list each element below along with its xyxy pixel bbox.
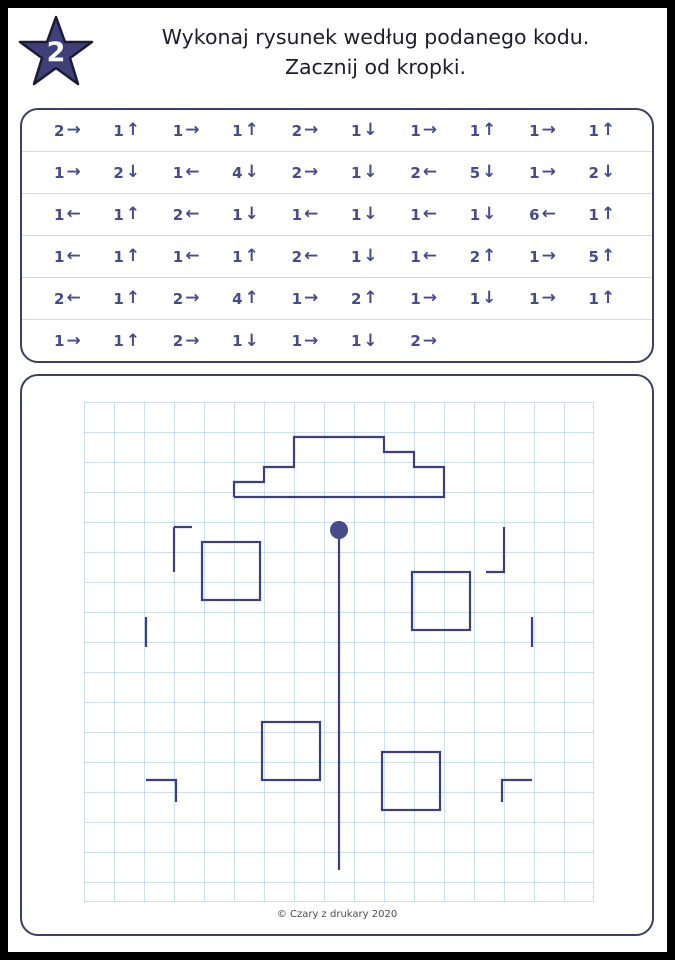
title-line-1: Wykonaj rysunek według podanego kodu. <box>161 25 590 49</box>
arrow-right-icon: → <box>541 120 556 140</box>
arrow-right-icon: → <box>422 330 438 351</box>
code-cell-number: 1 <box>113 247 124 266</box>
task-number-label: 2 <box>46 36 66 68</box>
code-cell <box>278 122 337 140</box>
arrow-right-icon: → <box>185 288 200 308</box>
arrow-down-icon: ↓ <box>363 204 378 224</box>
arrow-left-icon: ← <box>66 288 81 308</box>
code-cell <box>159 164 218 182</box>
code-cell-number: 4 <box>232 289 243 308</box>
task-number-badge <box>16 14 96 94</box>
worksheet-header <box>8 8 667 100</box>
code-cell-number: 6 <box>529 205 540 224</box>
title-line-2: Zacznij od kropki. <box>284 55 467 79</box>
code-cell-number: 1 <box>529 289 540 308</box>
code-cell <box>218 332 277 350</box>
code-cell <box>159 332 218 350</box>
code-cell-number: 1 <box>410 289 421 308</box>
code-cell <box>396 122 455 140</box>
code-cell-number: 1 <box>113 332 124 350</box>
code-cell <box>337 332 396 350</box>
code-cell <box>218 122 277 140</box>
arrow-up-icon: ↑ <box>125 204 141 224</box>
arrow-down-icon: ↓ <box>244 162 259 182</box>
code-cell <box>337 248 396 266</box>
code-cell-number: 1 <box>54 332 65 350</box>
arrow-down-icon: ↓ <box>363 120 378 140</box>
arrow-left-icon: ← <box>422 162 438 182</box>
code-cell-number: 1 <box>588 289 599 308</box>
code-cell-number: 5 <box>588 247 599 266</box>
code-cell <box>337 206 396 224</box>
arrow-up-icon: ↑ <box>244 120 259 140</box>
code-cell <box>99 290 158 308</box>
code-cell-number: 2 <box>588 163 599 182</box>
code-cell-number: 2 <box>410 163 421 182</box>
code-cell-number: 2 <box>172 289 184 308</box>
code-cell <box>396 206 455 224</box>
code-cell <box>278 248 337 266</box>
code-cell-number: 1 <box>54 247 65 266</box>
code-cell-number: 4 <box>232 163 243 182</box>
arrow-down-icon: ↓ <box>363 330 378 351</box>
arrow-down-icon: ↓ <box>482 162 497 182</box>
arrow-right-icon: → <box>304 330 319 351</box>
arrow-up-icon: ↑ <box>244 246 259 266</box>
arrow-up-icon: ↑ <box>363 288 378 308</box>
arrow-right-icon: → <box>541 246 556 266</box>
code-cell-number: 1 <box>172 247 184 266</box>
arrow-left-icon: ← <box>185 246 200 266</box>
arrow-down-icon: ↓ <box>482 204 497 224</box>
arrow-down-icon: ↓ <box>600 162 616 182</box>
code-cell-number: 2 <box>291 121 302 140</box>
arrow-right-icon: → <box>66 162 81 182</box>
code-cell-number: 1 <box>232 332 243 350</box>
arrow-up-icon: ↑ <box>125 120 141 140</box>
start-dot <box>330 521 348 539</box>
arrow-left-icon: ← <box>422 246 438 266</box>
code-cell <box>337 164 396 182</box>
code-cell-number: 1 <box>232 205 243 224</box>
code-cell <box>575 122 634 140</box>
code-cell <box>337 290 396 308</box>
arrow-left-icon: ← <box>66 204 81 224</box>
arrow-left-icon: ← <box>422 204 438 224</box>
code-cell <box>218 290 277 308</box>
code-cell-number: 1 <box>291 205 302 224</box>
code-cell <box>396 290 455 308</box>
arrow-down-icon: ↓ <box>244 330 259 351</box>
code-cell-number: 1 <box>529 247 540 266</box>
arrow-up-icon: ↑ <box>600 204 616 224</box>
code-cell <box>40 206 99 224</box>
code-cell <box>515 122 574 140</box>
arrow-up-icon: ↑ <box>600 246 616 266</box>
arrow-left-icon: ← <box>185 162 200 182</box>
code-cell <box>99 164 158 182</box>
code-cell-number: 1 <box>350 332 362 350</box>
arrow-up-icon: ↑ <box>482 246 497 266</box>
code-cell <box>575 206 634 224</box>
code-cell-number: 1 <box>54 205 65 224</box>
code-cell <box>159 122 218 140</box>
code-cell-number: 2 <box>54 289 65 308</box>
code-cell-number: 1 <box>469 289 481 308</box>
code-cell <box>337 122 396 140</box>
code-cell <box>218 164 277 182</box>
code-cell-number: 1 <box>113 205 124 224</box>
code-cell-number: 1 <box>529 121 540 140</box>
code-cell <box>40 164 99 182</box>
code-cell <box>99 332 158 350</box>
worksheet-page <box>8 8 667 952</box>
code-cell <box>396 248 455 266</box>
code-cell-number: 1 <box>350 205 362 224</box>
arrow-up-icon: ↑ <box>482 120 497 140</box>
code-cell-number: 1 <box>113 289 124 308</box>
arrow-right-icon: → <box>304 162 319 182</box>
arrow-up-icon: ↑ <box>125 246 141 266</box>
arrow-down-icon: ↓ <box>244 204 259 224</box>
copyright-note: © Czary z drukary 2020 <box>276 909 398 920</box>
code-cell <box>159 206 218 224</box>
code-cell-number: 1 <box>232 247 243 266</box>
code-cell <box>218 248 277 266</box>
code-cell-number: 2 <box>172 332 184 350</box>
code-cell-number: 2 <box>291 247 302 266</box>
code-cell <box>40 248 99 266</box>
code-cell-number: 1 <box>350 163 362 182</box>
code-cell <box>278 290 337 308</box>
code-cell <box>456 164 515 182</box>
code-cell <box>515 206 574 224</box>
code-cell <box>278 206 337 224</box>
page-title <box>103 22 648 82</box>
arrow-up-icon: ↑ <box>125 288 141 308</box>
arrow-right-icon: → <box>541 288 556 308</box>
code-cell-number: 2 <box>172 205 184 224</box>
code-row <box>22 236 652 278</box>
arrow-right-icon: → <box>304 120 319 140</box>
code-cell-number: 2 <box>350 289 362 308</box>
arrow-right-icon: → <box>541 162 556 182</box>
code-cell <box>99 122 158 140</box>
code-cell <box>159 290 218 308</box>
code-cell-number: 2 <box>469 247 481 266</box>
code-cell <box>575 290 634 308</box>
code-cell-number: 1 <box>588 205 599 224</box>
code-cell-number: 1 <box>172 121 184 140</box>
arrow-up-icon: ↑ <box>125 330 141 351</box>
code-cell-number: 1 <box>232 121 243 140</box>
code-cell <box>159 248 218 266</box>
code-cell-number: 1 <box>54 163 65 182</box>
code-row <box>22 278 652 320</box>
code-cell-number: 2 <box>54 121 65 140</box>
code-cell <box>515 248 574 266</box>
code-cell <box>515 290 574 308</box>
arrow-right-icon: → <box>422 120 438 140</box>
code-cell-number: 1 <box>350 247 362 266</box>
code-cell-number: 2 <box>410 332 421 350</box>
code-cell <box>99 206 158 224</box>
code-cell <box>515 164 574 182</box>
code-row <box>22 110 652 152</box>
code-cell-number: 2 <box>113 163 124 182</box>
code-cell-number: 5 <box>469 163 481 182</box>
arrow-right-icon: → <box>185 330 200 351</box>
code-cell <box>218 206 277 224</box>
drawing-grid <box>84 402 594 902</box>
arrow-down-icon: ↓ <box>482 288 497 308</box>
arrow-up-icon: ↑ <box>600 120 616 140</box>
code-cell-number: 1 <box>469 121 481 140</box>
code-cell-number: 1 <box>529 163 540 182</box>
code-instructions-panel <box>20 108 654 363</box>
code-cell-number: 1 <box>172 163 184 182</box>
code-cell-number: 1 <box>588 121 599 140</box>
code-cell <box>456 248 515 266</box>
drawing-panel <box>20 374 654 936</box>
code-row <box>22 194 652 236</box>
code-cell <box>456 122 515 140</box>
arrow-down-icon: ↓ <box>125 162 141 182</box>
arrow-down-icon: ↓ <box>363 162 378 182</box>
code-cell <box>575 164 634 182</box>
code-cell <box>278 164 337 182</box>
code-cell-number: 1 <box>291 332 302 350</box>
code-cell-number: 1 <box>350 121 362 140</box>
code-cell-number: 1 <box>410 121 421 140</box>
code-cell <box>40 332 99 350</box>
code-cell <box>396 332 455 350</box>
arrow-right-icon: → <box>66 330 81 351</box>
code-cell-number: 1 <box>291 289 302 308</box>
arrow-up-icon: ↑ <box>244 288 259 308</box>
code-cell <box>40 122 99 140</box>
grid-canvas <box>84 402 594 902</box>
code-cell <box>456 206 515 224</box>
arrow-down-icon: ↓ <box>363 246 378 266</box>
code-cell <box>396 164 455 182</box>
code-cell <box>40 290 99 308</box>
code-cell-number: 1 <box>113 121 124 140</box>
code-cell-number: 1 <box>469 205 481 224</box>
code-cell-number: 1 <box>410 247 421 266</box>
code-cell <box>99 248 158 266</box>
code-row <box>22 320 652 362</box>
arrow-right-icon: → <box>304 288 319 308</box>
code-cell <box>278 332 337 350</box>
arrow-up-icon: ↑ <box>600 288 616 308</box>
arrow-right-icon: → <box>185 120 200 140</box>
arrow-left-icon: ← <box>185 204 200 224</box>
code-cell <box>575 248 634 266</box>
arrow-left-icon: ← <box>304 246 319 266</box>
arrow-left-icon: ← <box>66 246 81 266</box>
arrow-left-icon: ← <box>541 204 556 224</box>
code-cell <box>456 290 515 308</box>
code-cell-number: 2 <box>291 163 302 182</box>
code-cell-number: 1 <box>410 205 421 224</box>
arrow-right-icon: → <box>422 288 438 308</box>
code-row <box>22 152 652 194</box>
arrow-right-icon: → <box>66 120 81 140</box>
arrow-left-icon: ← <box>304 204 319 224</box>
